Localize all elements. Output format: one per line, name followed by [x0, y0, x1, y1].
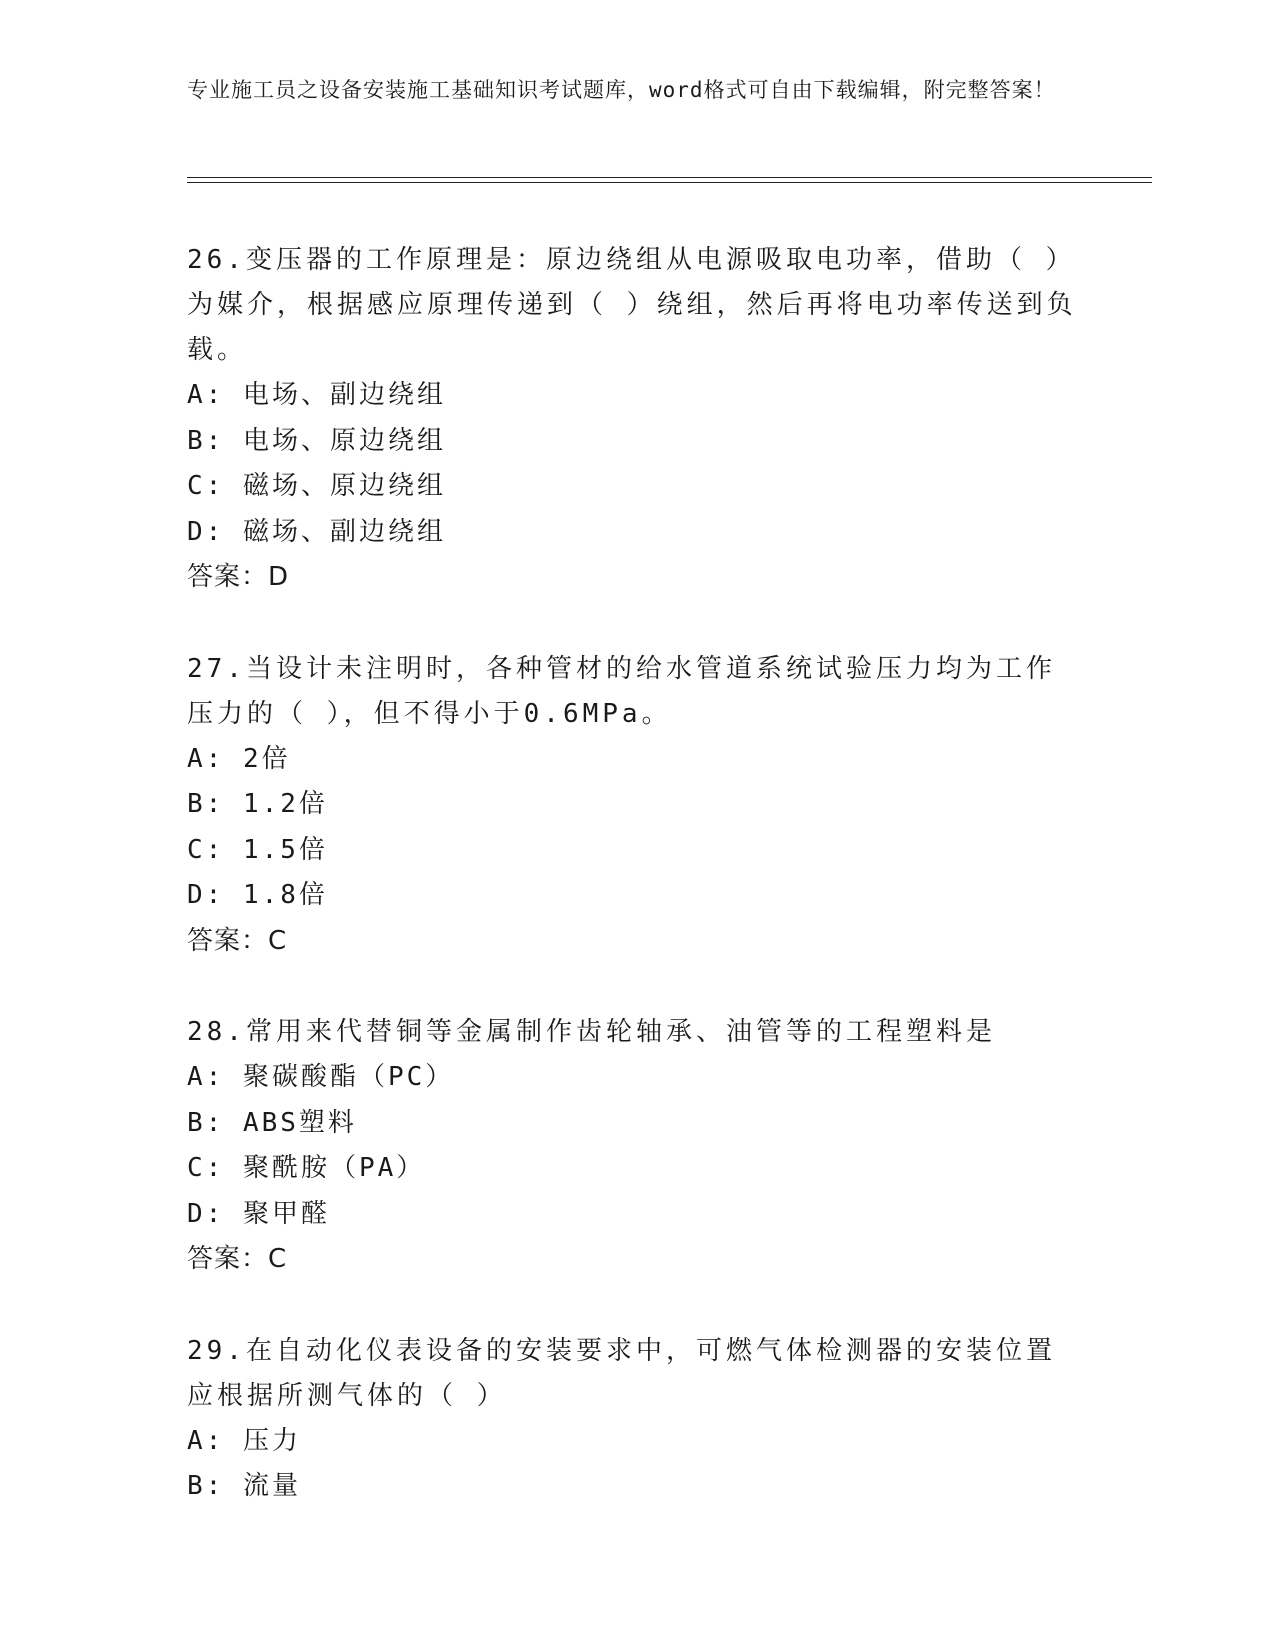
question-27 [187, 647, 1087, 965]
header-divider-secondary [187, 182, 1152, 183]
header-title: 专业施工员之设备安装施工基础知识考试题库，word格式可自由下载编辑，附完整答案！ [187, 78, 1056, 102]
option-c: C: 磁场、原边绕组 [187, 471, 446, 501]
option-b: B: ABS塑料 [187, 1107, 357, 1138]
question-stem: 28.常用来代替铜等金属制作齿轮轴承、油管等的工程塑料是 [187, 1017, 996, 1047]
answer-line: 答案：C [187, 1244, 288, 1274]
option-b: B: 1.2倍 [187, 789, 328, 819]
answer-line: 答案：C [187, 925, 288, 956]
question-29 [187, 1329, 1087, 1510]
document-header [187, 74, 1067, 106]
question-26 [187, 238, 1087, 601]
answer-line: 答案：D [187, 562, 290, 592]
option-b: B: 电场、原边绕组 [187, 425, 446, 456]
option-a: A: 压力 [187, 1425, 301, 1456]
option-a: A: 电场、副边绕组 [187, 380, 446, 410]
option-d: D: 磁场、副边绕组 [187, 516, 446, 547]
option-d: D: 1.8倍 [187, 880, 328, 910]
option-a: A: 聚碳酸酯（PC） [187, 1062, 455, 1092]
option-d: D: 聚甲醛 [187, 1198, 330, 1229]
question-stem: 26.变压器的工作原理是：原边绕组从电源吸取电功率，借助（ ）为媒介，根据感应原理传递到（ ）绕组，然后再将电功率传送到负载。 [187, 245, 1077, 365]
question-stem: 29.在自动化仪表设备的安装要求中，可燃气体检测器的安装位置应根据所测气体的（ ） [187, 1335, 1056, 1411]
question-stem: 27.当设计未注明时，各种管材的给水管道系统试验压力均为工作压力的（ ），但不得小于0.6MPa。 [187, 653, 1056, 729]
option-b: B: 流量 [187, 1471, 301, 1501]
option-c: C: 聚酰胺（PA） [187, 1153, 426, 1183]
header-divider [187, 177, 1152, 178]
option-c: C: 1.5倍 [187, 834, 328, 865]
question-28 [187, 1010, 1087, 1283]
question-list [187, 238, 1087, 1556]
option-a: A: 2倍 [187, 743, 291, 774]
